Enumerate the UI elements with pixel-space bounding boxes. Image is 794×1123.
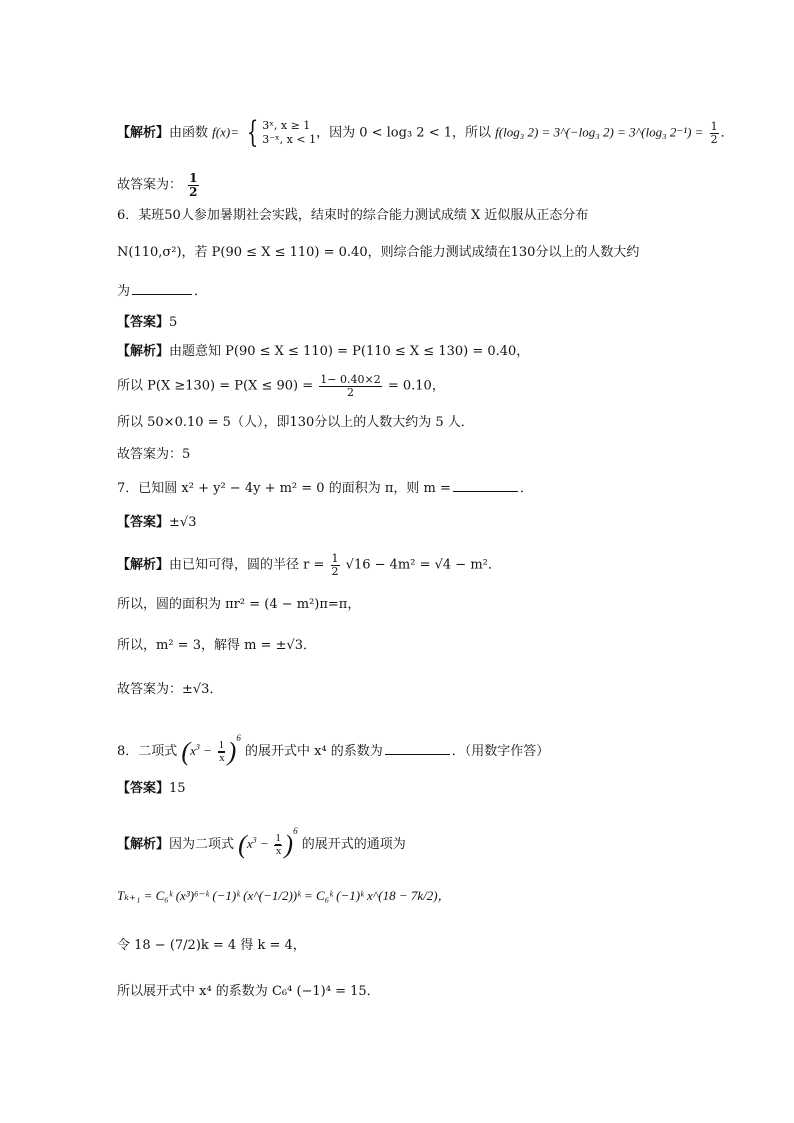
q6-question-line3: 为 ．: [117, 284, 208, 299]
q6-solution-line3: 所以 50×0.10 = 5（人），即130分以上的人数大约为 5 人．: [117, 415, 474, 430]
q5-answer-line: 故答案为： $\frac{1}{2}$: [117, 171, 198, 199]
q7-final: 故答案为：±√3．: [117, 682, 223, 697]
answer-blank: [385, 742, 450, 755]
q7-solution-line2: 所以，圆的面积为 πr² = (4 − m²)π=π，: [117, 597, 361, 612]
q7-question: 7．已知圆 x² + y² − 4y + m² = 0 的面积为 π，则 m = ．: [117, 481, 533, 496]
q8-answer: 【答案】15: [117, 781, 186, 796]
answer-fraction: $\frac{1}{2}$: [189, 171, 198, 199]
q7-answer: 【答案】±√3: [117, 515, 197, 530]
q6-question-line1: 6．某班50人参加暑期社会实践，结束时的综合能力测试成绩 X 近似服从正态分布: [117, 208, 589, 223]
answer-blank: [132, 282, 192, 295]
q8-question: 8．二项式 ($x^3$ − $\frac{1}{x}$ )$^6$ 的展开式中 x⁴ 的系数为 ．（用数字作答）: [117, 733, 550, 767]
q7-solution-line3: 所以，m² = 3，解得 m = ±√3．: [117, 638, 317, 653]
solution-tag: 【解析】: [117, 125, 170, 141]
q5-solution-line: 【解析】由函数 f(x)= { 3ˣ, x ≥ 1 3⁻ˣ, x < 1 ，因为 0 < log₃ 2 < 1，所以 f(log₃ 2) = 3^(−log₃ 2) = 3^(log₃ 2⁻¹) = $\frac{1}{2}$ ．: [117, 115, 734, 150]
piecewise-function: { 3ˣ, x ≥ 1 3⁻ˣ, x < 1: [246, 115, 317, 150]
binomial-expression: ($x^3$ − $\frac{1}{x}$ )$^6$: [181, 733, 241, 767]
q8-solution-line1: 【解析】因为二项式 ($x^3$ − $\frac{1}{x}$ )$^6$ 的展开式的通项为: [117, 826, 406, 860]
answer-blank: [453, 479, 518, 492]
q8-solution-line3: 令 18 − (7/2)k = 4 得 k = 4，: [117, 938, 306, 953]
q6-solution-line2: 所以 P(X ≥130) = P(X ≤ 90) = $\frac{1- 0.40\times 2}{2}$ = 0.10，: [117, 373, 445, 399]
q8-solution-line4: 所以展开式中 x⁴ 的系数为 C₆⁴ (−1)⁴ = 15．: [117, 984, 380, 999]
q6-question-line2: N(110,σ²)，若 P(90 ≤ X ≤ 110) = 0.40，则综合能力测试成绩在130分以上的人数大约: [117, 245, 640, 260]
q7-solution-line1: 【解析】由已知可得，圆的半径 r = $\frac{1}{2}$ √16 − 4m² = √4 − m²．: [117, 552, 501, 578]
q6-solution-line1: 【解析】由题意知 P(90 ≤ X ≤ 110) = P(110 ≤ X ≤ 130) = 0.40，: [117, 344, 530, 359]
q6-final: 故答案为：5: [117, 447, 191, 462]
q6-answer: 【答案】5: [117, 315, 178, 330]
fraction-half: $\frac{1}{2}$: [710, 119, 718, 146]
q8-general-term: Tₖ₊₁ = C₆ᵏ (x³)⁶⁻ᵏ (−1)ᵏ (x^(−1/2))ᵏ = C₆ᵏ (−1)ᵏ x^(18 − 7k/2)，: [117, 888, 451, 903]
